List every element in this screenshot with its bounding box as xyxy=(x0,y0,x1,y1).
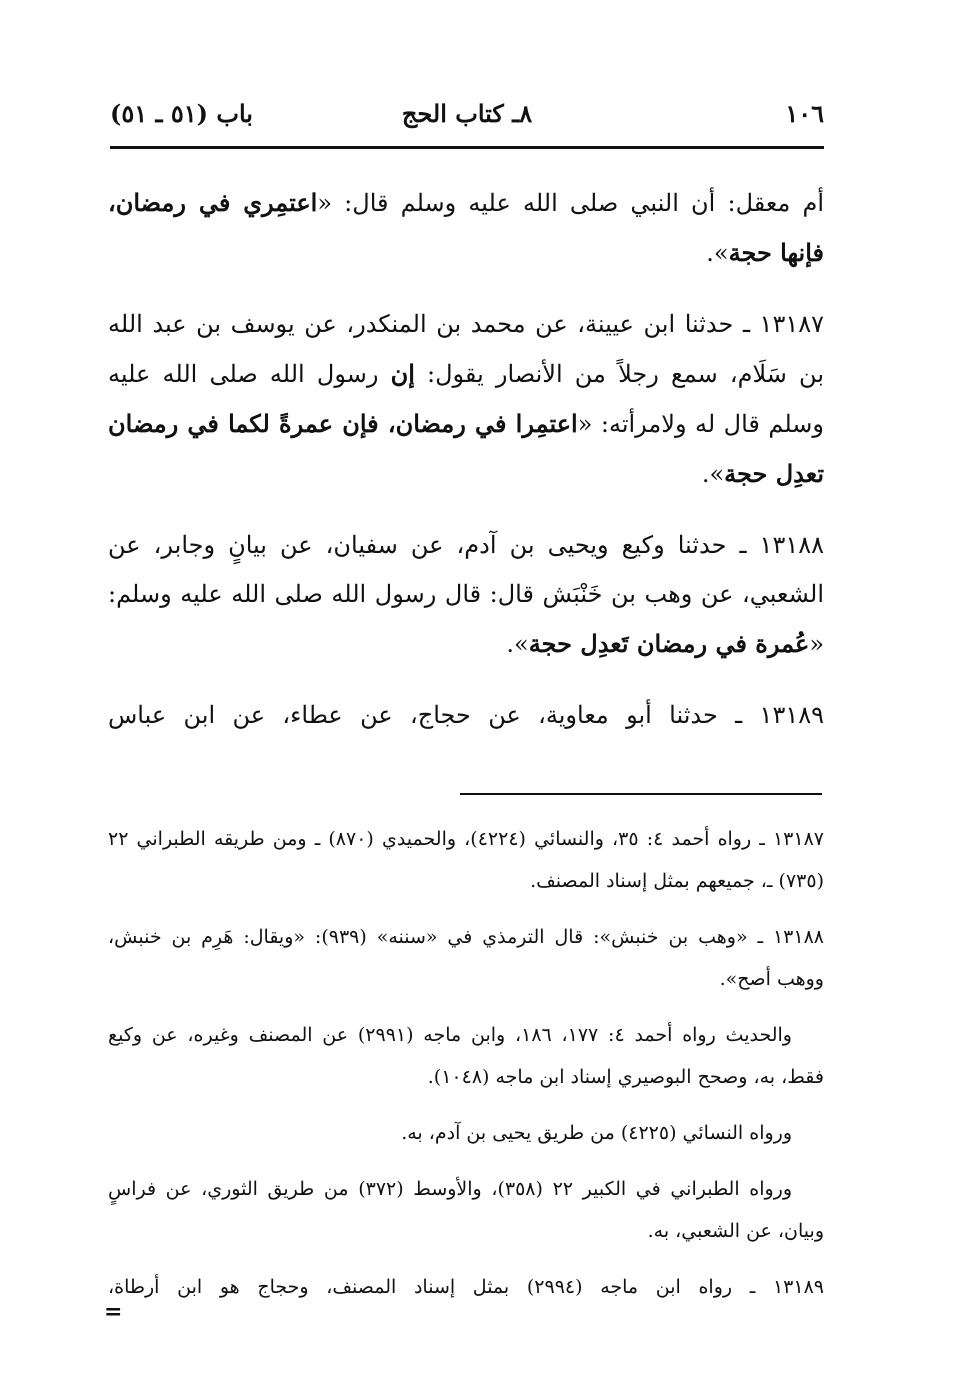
footnote-13188-hadith: والحديث رواه أحمد ٤: ١٧٧، ١٨٦، وابن ماجه (٢٩٩١) عن المصنف وغيره، عن وكيع فقط، به، وصحح البوصيري إسناد ابن ماجه (١٠٤٨). xyxy=(108,1024,824,1088)
paragraph-13187 xyxy=(108,300,824,499)
paragraph-0 xyxy=(108,178,824,278)
footnote-13188-nasai: ورواه النسائي (٤٢٢٥) من طريق يحيى بن آدم، به. xyxy=(401,1122,792,1144)
paragraph-13188 xyxy=(108,521,824,669)
page-header xyxy=(110,98,824,138)
text-run: ١٣١٨٩ ـ حدثنا أبو معاوية، عن حجاج، عن عطاء، عن ابن عباس xyxy=(108,701,824,729)
footnote-13188: ١٣١٨٨ ـ «وهب بن خنبش»: قال الترمذي في «سننه» (٩٣٩): «ويقال: هَرِم بن خنبش، ووهب أصح». xyxy=(108,926,824,990)
text-run: ». xyxy=(706,239,729,267)
text-run: ١٣١٨٧ ـ حدثنا ابن عيينة، عن محمد بن المنكدر، عن يوسف بن عبد الله بن سَلَام، سمع رجلاً من الأنصار يقول: xyxy=(108,310,824,388)
footnote-separator xyxy=(460,793,822,795)
footnote-13188-tabarani: ورواه الطبراني في الكبير ٢٢ (٣٥٨)، والأوسط (٣٧٢) من طريق الثوري، عن فراسٍ وبيان، عن الشعبي، به. xyxy=(108,1178,824,1242)
text-run: ». xyxy=(701,460,725,488)
bold-run: اعتمِري في رمضان، فإنها حجة xyxy=(108,188,824,267)
bold-run: عُمرة في رمضان تَعدِل حجة xyxy=(528,629,810,658)
text-run: ١٣١٨٨ ـ حدثنا وكيع ويحيى بن آدم، عن سفيان، عن بيانٍ وجابر، عن الشعبي، عن وهب بن خَنْبَش قال: قال رسول الله صلى الله عليه وسلم: « xyxy=(108,531,824,658)
footnotes xyxy=(108,818,824,1322)
bold-run: اعتمِرا في رمضان، فإن عمرةً لكما في رمضان تعدِل حجة xyxy=(108,409,824,488)
main-text xyxy=(108,178,824,762)
paragraph-13189 xyxy=(108,691,824,740)
header-divider xyxy=(110,146,824,149)
text-run: أم معقل: أن النبي صلى الله عليه وسلم قال: « xyxy=(317,189,824,217)
bold-run: إن xyxy=(390,359,415,388)
text-run: رسول الله صلى الله عليه وسلم قال له ولامرأته: « xyxy=(108,360,824,438)
book-title: ٨ـ كتاب الحج xyxy=(401,99,533,128)
page-number: ١٠٦ xyxy=(785,99,824,128)
footnote-13189: ١٣١٨٩ ـ رواه ابن ماجه (٢٩٩٤) بمثل إسناد المصنف، وحجاج هو ابن أرطاة، xyxy=(108,1276,824,1298)
continuation-mark: = xyxy=(104,1299,123,1325)
chapter-label: باب (٥١ ـ ٥١) xyxy=(110,99,253,128)
text-run: ». xyxy=(506,630,529,658)
footnote-13187: ١٣١٨٧ ـ رواه أحمد ٤: ٣٥، والنسائي (٤٢٢٤)، والحميدي (٨٧٠) ـ ومن طريقه الطبراني ٢٢ (٧٣٥) ـ، جميعهم بمثل إسناد المصنف. xyxy=(108,828,824,892)
